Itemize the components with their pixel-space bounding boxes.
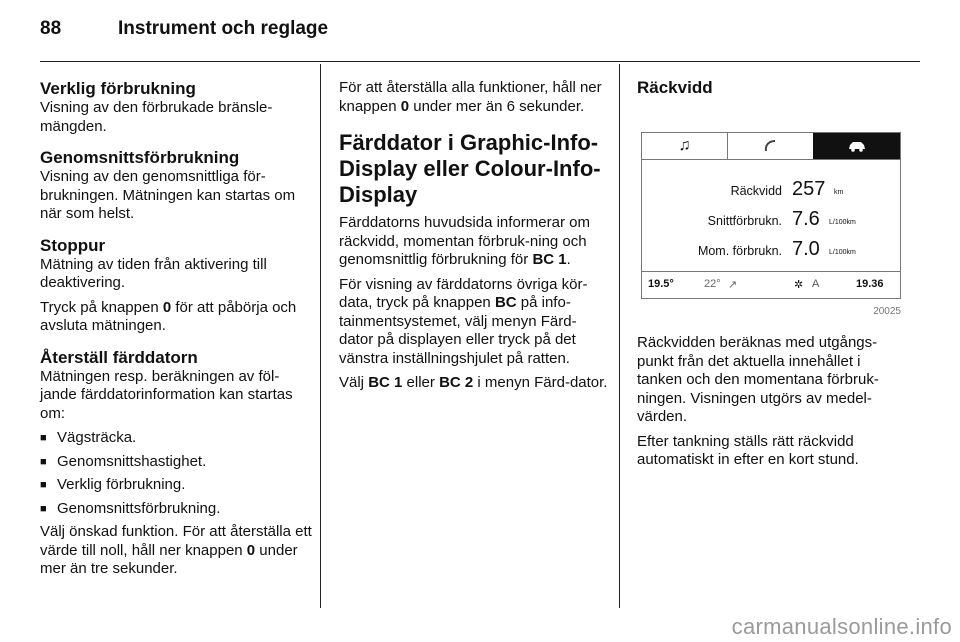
paragraph: För att återställa alla funktioner, håll ner knappen 0 under mer än 6 sekunder. [339, 79, 602, 115]
key-label: 0 [162, 298, 172, 316]
key-label: BC 1 [532, 251, 567, 268]
bullet-list [40, 429, 312, 518]
clock: 19.36 [856, 278, 884, 290]
display-figure [641, 128, 901, 323]
column-3 [637, 79, 907, 98]
chapter-heading: Färddator i Graphic-Info-Display eller Colour-Info-Display [339, 130, 601, 207]
paragraph: För visning av färddatorns övriga kör-data, tryck på knappen BC på info-tainmentsystemet, välj menyn Färd-dator på displayen eller tryck på det vänstra inställningshjulet på ratten. [339, 275, 588, 367]
page-title: Instrument och reglage [118, 18, 329, 39]
section-title: Verklig förbrukning [40, 79, 196, 98]
page-header [40, 18, 920, 52]
section-text: Visning av den förbrukade bränsle-mängden. [40, 99, 273, 135]
display-row-rackvidd [642, 173, 900, 203]
list-item: ■ Verklig förbrukning. [40, 476, 312, 495]
paragraph: Räckvidden beräknas med utgångs-punkt från det aktuella innehållet i tanken och den momentana förbruk-ningen. Visningen utgörs av medel-värden. [637, 334, 879, 425]
section-text: Välj önskad funktion. För att återställa ett värde till noll, håll ner knappen 0 under mer än tre sekunder. [40, 523, 312, 577]
set-temp: 22° [704, 278, 721, 290]
info-display [641, 132, 901, 299]
section-title: Räckvidd [637, 78, 713, 97]
key-label: BC 1 [368, 374, 403, 391]
row-unit: L/100km [829, 249, 856, 256]
column-divider-1 [320, 64, 321, 608]
section-title: Stoppur [40, 235, 106, 255]
figure-code: 20025 [873, 306, 901, 317]
display-row-mom [642, 233, 900, 263]
row-label: Mom. förbrukn. [697, 244, 782, 258]
column-3-text [637, 334, 907, 476]
row-value: 7.0 [792, 238, 820, 260]
music-note-icon: ♫ [642, 133, 728, 159]
section-genomsnittsforbrukning [40, 148, 312, 224]
header-rule [40, 61, 920, 62]
row-unit: km [834, 189, 844, 196]
seat-icon: ↗ [728, 279, 738, 291]
column-divider-2 [619, 64, 620, 608]
section-title: Genomsnittsförbrukning [40, 148, 240, 167]
section-stoppur [40, 236, 312, 336]
page-number: 88 [40, 18, 62, 39]
display-row-snitt [642, 203, 900, 233]
fan-icon: ✲ [794, 279, 804, 291]
outside-temp: 19.5° [648, 278, 674, 290]
section-text: Mätningen resp. beräkningen av föl-jande färddatorinformation kan startas om: [40, 367, 293, 422]
paragraph: Färddatorns huvudsida informerar om räckvidd, momentan förbruk-ning och genomsnittlig förbrukning för BC 1. [339, 214, 590, 268]
paragraph: Efter tankning ställs rätt räckvidd automatiskt in efter en kort stund. [637, 432, 859, 468]
row-value: 257 [792, 178, 826, 200]
section-aterstall-farddatorn [40, 348, 312, 579]
column-2 [339, 79, 609, 399]
row-label: Räckvidd [730, 184, 782, 198]
watermark: carmanualsonline.info [731, 614, 952, 639]
column-1 [40, 79, 312, 591]
section-verklig-forbrukning [40, 79, 312, 136]
row-unit: L/100km [829, 219, 856, 226]
car-icon [813, 133, 900, 159]
row-value: 7.6 [792, 208, 820, 230]
key-label: 0 [400, 97, 410, 115]
key-label: BC [494, 294, 517, 311]
section-text: Tryck på knappen 0 för att påbörja och avsluta mätningen. [40, 298, 297, 334]
list-item: ■ Genomsnittsförbrukning. [40, 500, 312, 519]
display-tabs [642, 133, 900, 160]
section-text: Mätning av tiden från aktivering till deaktivering. [40, 255, 267, 291]
key-label: BC 2 [439, 374, 474, 391]
phone-icon [727, 133, 814, 159]
display-statusbar [642, 271, 900, 298]
section-title: Återställ färddatorn [40, 347, 198, 367]
list-item: ■ Genomsnittshastighet. [40, 453, 312, 472]
key-label: 0 [246, 541, 256, 559]
auto-indicator: A [812, 278, 820, 290]
section-text: Visning av den genomsnittliga för-brukningen. Mätningen kan startas om när som helst. [40, 168, 296, 222]
list-item: ■ Vägsträcka. [40, 429, 312, 448]
row-label: Snittförbrukn. [707, 214, 782, 228]
paragraph: Välj BC 1 eller BC 2 i menyn Färd-dator. [339, 374, 608, 391]
